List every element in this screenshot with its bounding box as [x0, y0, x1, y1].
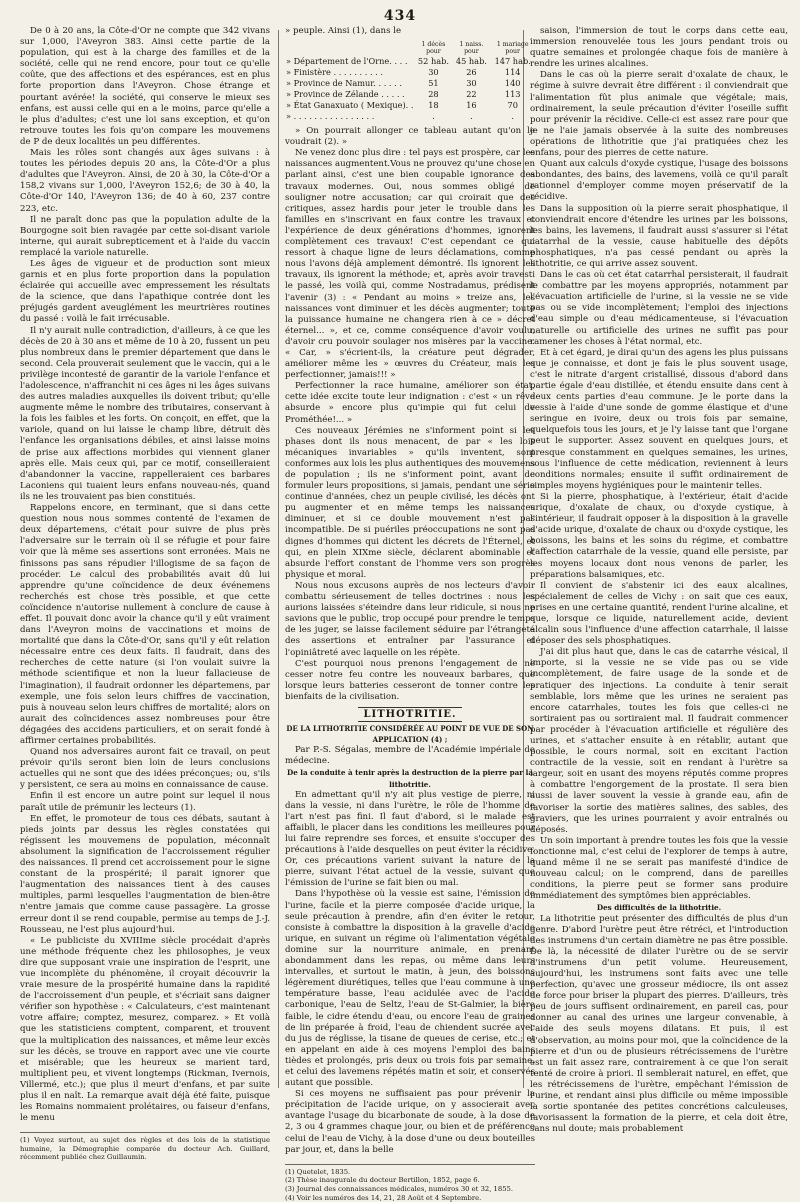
table-cell: . [452, 111, 490, 122]
table-cell: » Département de l'Orne. . . . [285, 56, 414, 67]
page-number: 434 [0, 8, 800, 24]
column-right [530, 26, 788, 1088]
column-right-body [530, 26, 788, 902]
table-cell: 113 [490, 89, 535, 100]
column-right-body-continued [530, 914, 788, 1136]
table-cell: 28 [414, 89, 452, 100]
footnotes-middle [285, 1164, 535, 1202]
table-header-row [285, 40, 535, 56]
paragraph: « Le publiciste du XVIIIme siècle procédait d'après une méthode fréquente chez les philosophes, je veux dire que supposant vraie une inspiration de l'esprit, une vue incomplète du phénomène, il croyait découvrir la vraie mesure de la prospérité humaine dans la rapidité de l'accroissement d'un peuple, et s'écriait sans daigner vérifier son hypothèse : « Calculateurs, c'est maintenant votre affaire; comptez, mesurez, comparez. » Et voilà que les statisticiens comptent, comparent, et trouvent que la multiplication des naissances, et même leur excès sur les décès, se trouve en rapport avec une vie courte et misérable; que les heureux se marient tard, multiplient peu, et vivent longtemps (Rickman, Ivernois, Villermé, etc.); que plus il meurt d'enfans, et par suite plus il en naît. La remarque avait déjà été faite, puisque les Romains nommaient prolétaires, ou faiseur d'enfans, le menu [20, 936, 270, 1125]
table-cell: 30 [414, 67, 452, 78]
paragraph: Il n'y aurait nulle contradiction, d'ailleurs, à ce que les décès de 20 à 30 ans et même de 10 à 20, fussent un peu plus nombreux dans le premier département que dans le second. Cela prouverait seulement que le vaccin, qui a le privilège incontesté de garantir de la variole l'enfance et l'adolescence, n'affranchit ni ces âges ni les âges suivans des autres maladies auxquelles ils doivent tribut; qu'elle augmente même le nombre des tributaires, conservant à la fois les faibles et les forts. On conçoit, en effet, que la variole, quand on lui laisse le champ libre, détruit dès l'enfance les organisations débiles, et ainsi laisse moins de prise aux affections morbides qui viennent glaner après elle. Mais ceux qui, par ce motif, conseilleraient d'abandonner la vaccine, rappelleraient ces barbares Laconiens qui tuaient leurs enfans nouveau-nés, quand ils ne les trouvaient pas bien constitués. [20, 326, 270, 504]
table-cell: . [414, 111, 452, 122]
table-cell: » Province de Namur. . . . . . [285, 78, 414, 89]
paragraph: Il convient de s'abstenir ici des eaux alcalines, spécialement de celles de Vichy : on sait que ces eaux, prises en une certaine quantité, rendent l'urine alcaline, et que, lorsque ce liquide, naturellement acide, devient alcalin sous l'influence d'une affection catarrhale, il laisse déposer des sels phosphatiques. [530, 581, 788, 648]
section-title [285, 709, 535, 720]
paragraph: J'ai dit plus haut que, dans le cas de catarrhe vésical, il importe, si la vessie ne se vide pas ou se vide incomplètement, de faire usage de la sonde et de pratiquer des injections. La conduite à tenir serait semblable, lors même que les urines ne seraient pas encore catarrhales, toutes les fois que celles-ci ne sortiraient pas ou sortiraient mal. Il faudrait commencer par procéder à l'évacuation artificielle et régulière des urines, et s'attacher ensuite à en rétablir, autant que possible, le cours normal, soit en excitant l'action contractile de la vessie, soit en rendant à l'urètre sa largeur, soit en usant des moyens réputés comme propres à combattre l'engorgement de la prostate. Il sera bien aussi de laver souvent la vessie à grande eau, afin de favoriser la sortie des matières salines, des sables, des graviers, que les urines pourraient y avoir entraînés ou déposés. [530, 647, 788, 836]
paragraph: Il ne paraît donc pas que la population adulte de la Bourgogne soit bien ravagée par cette soi-disant variole interne, qui aurait subrepticement et à l'aide du vaccin remplacé la variole naturelle. [20, 215, 270, 259]
table-cell: » Finistère . . . . . . . . . . [285, 67, 414, 78]
paragraph: Ces nouveaux Jérémies ne s'informent point si les phases dont ils nous menacent, de par « les lois mécaniques invariables » qu'ils inventent, sont conformes aux lois les plus authentiques des mouvemens de population ; ils ne s'informent point, avant de formuler leurs propositions, si jamais, pendant une série continue d'années, chez un peuple civilisé, les décès ont pu augmenter et en même temps les naissances diminuer, et si ce double mouvement n'est pas incompatible. De si puériles préoccupations ne sont pas dignes d'hommes qui dictent les décrets de l'Éternel, et qui, en plein XIXme siècle, déclarent abominable et absurde l'effort constant de l'homme vers son progrès physique et moral. [285, 426, 535, 581]
table-cell: 30 [452, 78, 490, 89]
paragraph: C'est pourquoi nous prenons l'engagement de ne cesser notre feu contre les nouveaux barbares, que lorsque leurs batteries cesseront de tonner contre les bienfaits de la civilisation. [285, 659, 535, 703]
table-cell: 70 [490, 100, 535, 111]
table-intro: » peuple. Ainsi (1), dans le [285, 26, 535, 37]
table-row [285, 100, 535, 111]
table-row [285, 56, 535, 67]
paragraph: Dans le cas où la pierre serait d'oxalate de chaux, le régime à suivre devrait être différent : il conviendrait que l'alimentation fût plus animale que végétale; mais, ordinairement, la seule précaution d'éviter l'oseille suffit pour prévenir la récidive. Celle-ci est assez rare pour que je ne l'aie jamais observée à la suite des nombreuses opérations de lithotritie que j'ai pratiquées chez les enfans, pour des pierres de cette nature. [530, 70, 788, 159]
paragraph: Mais les rôles sont changés aux âges suivans : à toutes les périodes depuis 20 ans, la Côte-d'Or a plus d'adultes que l'Aveyron. Ainsi, de 20 à 30, la Côte-d'Or a 158,2 vivans sur 1,000, l'Aveyron 152,6; de 30 à 40, la Côte-d'Or 140, l'Aveyron 136; de 40 à 60, 237 contre 223, etc. [20, 148, 270, 215]
article-byline: Par P.-S. Ségalas, membre de l'Académie impériale de médecine. [285, 745, 535, 767]
table-header-cell: 1 naiss. pour [452, 40, 490, 56]
table-cell: 51 [414, 78, 452, 89]
paragraph: Dans le cas où cet état catarrhal persisterait, il faudrait le combattre par les moyens appropriés, notamment par l'évacuation artificielle de l'urine, si la vessie ne se vide pas ou se vide incomplètement; l'emploi des injections d'eau simple ou d'eau médicamenteuse, si l'évacuation naturelle ou artificielle des urines ne suffit pas pour ramener les choses à l'état normal, etc. [530, 270, 788, 348]
table-header-cell [285, 40, 414, 56]
table-cell: . [490, 111, 535, 122]
footnotes-left [20, 1132, 270, 1162]
paragraph: Enfin il est encore un autre point sur lequel il nous paraît utile de prémunir les lecteurs (1). [20, 791, 270, 813]
paragraph: De 0 à 20 ans, la Côte-d'Or ne compte que 342 vivans sur 1,000, l'Aveyron 383. Ainsi cette partie de la population, qui est à la charge des familles et de la société, celle qui ne rend encore, pour tout ce qu'elle coûte, que des affections et des espérances, est en plus forte proportion dans l'Aveyron. Chose étrange et pourtant avérée! la société, qui conserve le mieux ses enfans, est aussi celle qui en a le moins, parce qu'elle a le plus d'adultes; c'est une loi sans exception, et qu'on retrouve toutes les fois qu'on compare les mouvemens de P de deux localités un peu différentes. [20, 26, 270, 148]
chapter-heading: Des difficultés de la lithotritie. [530, 902, 788, 913]
paragraph: » On pourrait allonger ce tableau autant qu'on le voudrait (2). » [285, 126, 535, 148]
paragraph: La lithotritie peut présenter des difficultés de plus d'un genre. D'abord l'urètre peut être rétréci, et l'introduction des instrumens d'un certain diamètre ne pas être possible. De là, la nécessité de dilater l'urètre ou de se servir d'instrumens d'un petit volume. Heureusement, aujourd'hui, les instrumens sont faits avec une telle perfection, qu'avec une grosseur médiocre, ils ont assez de force pour briser la plupart des pierres. D'ailleurs, très peu de jours suffisent ordinairement, en pareil cas, pour donner au canal des urines une largeur convenable, à l'aide des seuls moyens dilatans. Et puis, il est d'observation, au moins pour moi, que la coïncidence de la pierre et d'un ou de plusieurs rétrécissemens de l'urètre est un fait assez rare, contrairement à ce que l'on serait tenté de croire à priori. Il semblerait naturel, en effet, que les rétrécissemens de l'urètre, empêchant l'émission de l'urine, et rendant ainsi plus difficile ou même impossible la sortie spontanée des petites concrétions calculeuses, favorisassent la formation de la pierre, et cela doit être, sans nul doute; mais probablement [530, 914, 788, 1136]
footnote: (1) Quetelet, 1835. [285, 1168, 535, 1177]
table-cell: 140 [490, 78, 535, 89]
table-cell: 52 hab. [414, 56, 452, 67]
table-cell: 114 [490, 67, 535, 78]
column-middle-body [285, 126, 535, 703]
paragraph: En admettant qu'il n'y ait plus vestige de pierre, ni dans la vessie, ni dans l'urètre, le rôle de l'homme de l'art n'est pas fini. Il faut d'abord, si le malade est affaibli, le placer dans les conditions les meilleures pour lui faire reprendre ses forces, et ensuite s'occuper des précautions à l'aide desquelles on peut éviter la récidive. Or, ces précautions varient suivant la nature de la pierre, suivant l'état actuel de la vessie, suivant que l'émission de l'urine se fait bien ou mal. [285, 790, 535, 890]
table-header-cell: 1 mariage pour [490, 40, 535, 56]
table-cell: 16 [452, 100, 490, 111]
table-cell: » État Ganaxuato ( Mexique). . [285, 100, 414, 111]
section-title-text: LITHOTRITIE. [358, 707, 463, 722]
paragraph: Nous nous excusons auprès de nos lecteurs d'avoir combattu sérieusement de telles doctrines : nous les aurions laissées s'éteindre dans leur ridicule, si nous ne savions que le public, trop occupé pour prendre le temps de les juger, se laisse facilement séduire par l'étrangeté des assertions et entraîner par l'assurance et l'opiniâtreté avec laquelle on les répète. [285, 581, 535, 659]
paragraph: Quand nos adversaires auront fait ce travail, on peut prévoir qu'ils seront bien loin de leurs conclusions actuelles qui ne sont que des idées préconçues; ou, s'ils y persistent, ce sera au moins en connaissance de cause. [20, 747, 270, 791]
paragraph: saison, l'immersion de tout le corps dans cette eau, immersion renouvelée tous les jours pendant trois ou quatre semaines et prolongée chaque fois de manière à rendre les urines alcalines. [530, 26, 788, 70]
paragraph: Les âges de vigueur et de production sont mieux garnis et en plus forte proportion dans la population éclairée qui accueille avec empressement les résultats de la science, que dans l'apathique contrée dont les préjugés gardent aveuglément les meurtrières routines du passé : voilà le fait irrécusable. [20, 259, 270, 326]
paragraph: Perfectionner la race humaine, améliorer son état, cette idée excite toute leur indignation : c'est « un rêve absurde » encore plus qu'impie qui fut celui de Prométhée!... » [285, 381, 535, 425]
table-cell: » . . . . . . . . . . . . . . . . [285, 111, 414, 122]
column-divider [278, 30, 279, 1088]
paragraph: En effet, le promoteur de tous ces débats, sautant à pieds joints par dessus les règles constatées qui régissent les mouvemens de population, méconnaît absolument la signification de l'accroissement régulier des naissances. Il prend cet accroissement pour le signe constant de la prospérité; il parait ignorer que l'augmentation des naissances tient à des causes multiples, parmi lesquelles l'augmentation de bien-être n'entre jamais que comme cause passagère. La grosse erreur dont il se rend coupable, permise au temps de J.-J. Rousseau, ne l'est plus aujourd'hui. [20, 814, 270, 936]
column-middle [285, 26, 535, 1088]
paragraph: Ne venez donc plus dire : tel pays est prospère, car les naissances augmentent.Vous ne prouvez qu'une chose en parlant ainsi, c'est une bien coupable ignorance des travaux modernes. Oui, nous sommes obligé de souligner notre accusation; car qui croirait que des critiques, assez hardis pour jeter le trouble dans les familles en s'inscrivant en faux contre les travaux et l'expérience de deux générations d'hommes, ignorent complètement ces travaux! C'est cependant ce qui ressort à chaque ligne de leurs déclamations, comme nous l'avons déjà amplement démontré. Ils ignorent les travaux, ils ignorent la méthode; et, après avoir travesti le passé, les voilà qui, comme Nostradamus, prédisent l'avenir (3) : « Pendant au moins » treize ans, les naissances vont diminuer et les décès augmenter; toute la puissance humaine ne changera rien à ce » décret éternel... », et ce, comme conséquence d'avoir voulu, d'avoir cru pouvoir soulager nos misères par la vaccine. « Car, » s'écrient-ils, la créature peut dégrader, améliorer même les » œuvres du Créateur, mais les perfectionner, jamais!!! » [285, 148, 535, 381]
table-row [285, 78, 535, 89]
paragraph: Quant aux calculs d'oxyde cystique, l'usage des boissons abondantes, des bains, des lavemens, voilà ce qu'il paraît rationnel d'employer comme moyen préservatif de la récidive. [530, 159, 788, 203]
footnote: (2) Thèse inaugurale du docteur Bertillon, 1852, page 6. [285, 1176, 535, 1185]
footnote: (1) Voyez surtout, au sujet des règles et des lois de la statistique humaine, la Démographie comparée du docteur Ach. Guillard, récemment publiée chez Guillaumin. [20, 1136, 270, 1162]
article-body [285, 790, 535, 1156]
table-cell: 45 hab. [452, 56, 490, 67]
table-row [285, 67, 535, 78]
population-table [285, 40, 535, 122]
paragraph: Si la pierre, phosphatique, à l'extérieur, était d'acide urique, d'oxalate de chaux, ou d'oxyde cystique, à l'intérieur, il faudrait opposer à la disposition à la gravelle d'acide urique, d'oxalate de chaux ou d'oxyde cystique, les boissons, les bains et les soins du régime, et combattre l'affection catarrhale de la vessie, quand elle persiste, par les moyens locaux dont nous venons de parler, les préparations balsamiques, etc. [530, 492, 788, 581]
table-header-cell: 1 décès pour [414, 40, 452, 56]
paragraph: Un soin important à prendre toutes les fois que la vessie fonctionne mal, c'est celui de l'explorer de temps à autre, quand même il ne se serait pas manifesté d'indice de nouveau calcul; on le comprend, dans de pareilles conditions, la pierre peut se former sans produire immédiatement des symptômes bien appréciables. [530, 836, 788, 903]
table-cell: » Province de Zélande . . . . . [285, 89, 414, 100]
paragraph: Et à cet égard, je dirai qu'un des agens les plus puissans que je connaisse, et dont je fais le plus souvent usage, c'est le nitrate d'argent cristallisé, dissous d'abord dans partie égale d'eau distillée, et étendu ensuite dans cent à deux cents parties d'eau commune. Je le porte dans la vessie à l'aide d'une sonde de gomme élastique et d'une seringue en ivoire, deux ou trois fois par semaine, quelquefois tous les jours, et je l'y laisse tant que l'organe peut le supporter. Assez souvent en quelques jours, et presque constamment en quelques semaines, les urines, sous l'influence de cette médication, reviennent à leurs conditions normales; ensuite il suffit ordinairement de simples moyens hygiéniques pour le maintenir telles. [530, 348, 788, 492]
column-left [20, 26, 270, 1088]
paragraph: Rappelons encore, en terminant, que si dans cette question nous nous sommes contenté de l'examen de deux départemens, c'était pour suivre de plus près l'adversaire sur le terrain où il se réfugie et pour faire voir que là même ses assertions sont erronées. Mais ne finissons pas sans répudier l'illogisme de sa façon de procéder. Le calcul des probabilités avait dû lui apprendre qu'une coïncidence de deux événemens recherchés est chose très possible, et que cette coïncidence n'autorise nullement à conclure de cause à effet. Il pouvait donc avoir la chance qu'il y eût vraiment dans l'Aveyron moins de vaccinations et moins de mortalité que dans la Côte-d'Or, sans qu'il y eût relation nécessaire entre ces deux faits. Il faudrait, dans des recherches de cette nature (si l'on voulait suivre la méthode scientifique et non la lueur fallacieuse de l'imagination), il faudrait ordonner les départemens, par exemple, une fois selon leurs chiffres de vaccination, puis à nouveau selon leurs chiffres de mortalité; alors on aurait des coïncidences assez nombreuses pour être dégagées des accidens particuliers, et on serait fondé à affirmer certaines probabilités. [20, 503, 270, 747]
footnote: (3) Journal des connaissances médicales, numéros 30 et 32, 1855. [285, 1185, 535, 1194]
table-row [285, 89, 535, 100]
table-cell: 18 [414, 100, 452, 111]
paragraph: Dans l'hypothèse où la vessie est saine, l'émission de l'urine, facile et la pierre composée d'acide urique, la seule précaution à prendre, afin d'en éviter le retour, consiste à combattre la disposition à la gravelle d'acide urique, en suivant un régime où l'alimentation végétale domine sur la nourriture animale, en prenant abondamment dans les repas, ou même dans leurs intervalles, et surtout le matin, à jeun, des boissons légèrement diurétiques, telles que l'eau commune à une température basse, l'eau acidulée avec de l'acide carbonique, l'eau de Seltz, l'eau de St-Galmier, la bière faible, le cidre étendu d'eau, ou encore l'eau de graines de lin préparée à froid, l'eau de chiendent sucrée avec du jus de réglisse, la tisane de queues de cerise, etc.; et en appelant en aide à ces moyens l'emploi des bains tièdes et prolongés, pris deux ou trois fois par semaine, et celui des lavemens répétés matin et soir, et conservés autant que possible. [285, 889, 535, 1089]
paragraph: Dans la supposition où la pierre serait phosphatique, il conviendrait encore d'étendre les urines par les boissons, les bains, les lavemens, il faudrait aussi s'assurer si l'état catarrhal de la vessie, cause habituelle des dépôts phosphatiques, n'a pas cessé pendant ou après la lithotritie, ce qui arrive assez souvent. [530, 204, 788, 271]
table-cell: 26 [452, 67, 490, 78]
table-row [285, 111, 535, 122]
column-left-body [20, 26, 270, 1124]
paragraph: Si ces moyens ne suffisaient pas pour prévenir la précipitation de l'acide urique, on y associerait avec avantage l'usage du bicarbonate de soude, à la dose de 2, 3 ou 4 grammes chaque jour, ou bien et de préférence celui de l'eau de Vichy, à la dose d'une ou deux bouteilles par jour, et, dans la belle [285, 1089, 535, 1156]
article-subtitle: DE LA LITHOTRITIE CONSIDÉRÉE AU POINT DE VUE DE SON APPLICATION (4) ; [285, 723, 535, 745]
table-body [285, 56, 535, 122]
footnote: (4) Voir les numéros des 14, 21, 28 Août et 4 Septembre. [285, 1194, 535, 1202]
table-cell: 22 [452, 89, 490, 100]
chapter-heading: De la conduite à tenir après la destruction de la pierre par la lithotritie. [285, 767, 535, 789]
table-cell: 147 hab. [490, 56, 535, 67]
